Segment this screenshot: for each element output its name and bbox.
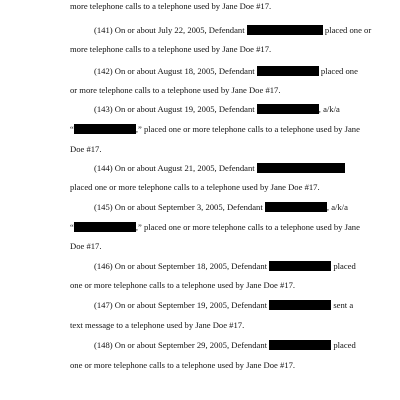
text-line-1 xyxy=(94,25,371,35)
redaction-bar xyxy=(257,66,319,76)
line-text: “ xyxy=(70,222,74,232)
text-line-10 xyxy=(94,202,348,212)
redaction-bar xyxy=(269,340,331,350)
text-line-14 xyxy=(70,280,295,290)
text-line-18 xyxy=(70,360,295,370)
text-line-9 xyxy=(70,182,320,192)
line-text: (142) On or about August 18, 2005, Defendant xyxy=(94,66,257,76)
line-text: (148) On or about September 29, 2005, Defendant xyxy=(94,340,270,350)
line-text: (144) On or about August 21, 2005, Defendant xyxy=(94,163,257,173)
text-line-6 xyxy=(70,124,360,134)
text-line-12 xyxy=(70,241,102,251)
redaction-bar xyxy=(265,202,327,212)
line-text: placed one or xyxy=(322,25,372,35)
redaction-bar xyxy=(269,261,331,271)
line-text: ,” placed one or more telephone calls to a telephone used by Jane xyxy=(135,124,360,134)
redaction-bar xyxy=(257,104,319,114)
text-line-4 xyxy=(70,85,280,95)
text-line-11 xyxy=(70,222,360,232)
line-text: Doe #17. xyxy=(70,144,102,154)
text-line-16 xyxy=(70,320,244,330)
redaction-bar xyxy=(74,222,136,232)
line-text: , a/k/a xyxy=(326,202,348,212)
line-text: one or more telephone calls to a telephone used by Jane Doe #17. xyxy=(70,360,296,370)
line-text: (146) On or about September 18, 2005, Defendant xyxy=(94,261,270,271)
redaction-bar xyxy=(74,124,136,134)
line-text: (143) On or about August 19, 2005, Defendant xyxy=(94,104,257,114)
redaction-bar xyxy=(247,25,323,35)
text-line-7 xyxy=(70,144,102,154)
line-text: one or more telephone calls to a telephone used by Jane Doe #17. xyxy=(70,280,296,290)
text-line-13 xyxy=(94,261,356,271)
line-text: (145) On or about September 3, 2005, Defendant xyxy=(94,202,265,212)
text-line-15 xyxy=(94,300,353,310)
text-line-5 xyxy=(94,104,340,114)
text-line-0 xyxy=(70,1,271,11)
text-line-8 xyxy=(94,163,345,173)
line-text: placed one xyxy=(318,66,358,76)
line-text: or more telephone calls to a telephone used by Jane Doe #17. xyxy=(70,85,281,95)
line-text: more telephone calls to a telephone used by Jane Doe #17. xyxy=(70,1,272,11)
text-line-3 xyxy=(94,66,358,76)
redaction-bar xyxy=(257,163,345,173)
line-text: sent a xyxy=(331,300,354,310)
redaction-bar xyxy=(269,300,331,310)
line-text: “ xyxy=(70,124,74,134)
line-text: ,” placed one or more telephone calls to a telephone used by Jane xyxy=(135,222,360,232)
text-line-2 xyxy=(70,44,271,54)
line-text: text message to a telephone used by Jane Doe #17. xyxy=(70,320,245,330)
line-text: Doe #17. xyxy=(70,241,102,251)
line-text: placed xyxy=(331,340,356,350)
line-text: (147) On or about September 19, 2005, Defendant xyxy=(94,300,270,310)
text-line-17 xyxy=(94,340,356,350)
line-text: more telephone calls to a telephone used by Jane Doe #17. xyxy=(70,44,272,54)
line-text: placed one or more telephone calls to a telephone used by Jane Doe #17. xyxy=(70,182,320,192)
line-text: (141) On or about July 22, 2005, Defendant xyxy=(94,25,247,35)
line-text: , a/k/a xyxy=(318,104,340,114)
line-text: placed xyxy=(331,261,356,271)
